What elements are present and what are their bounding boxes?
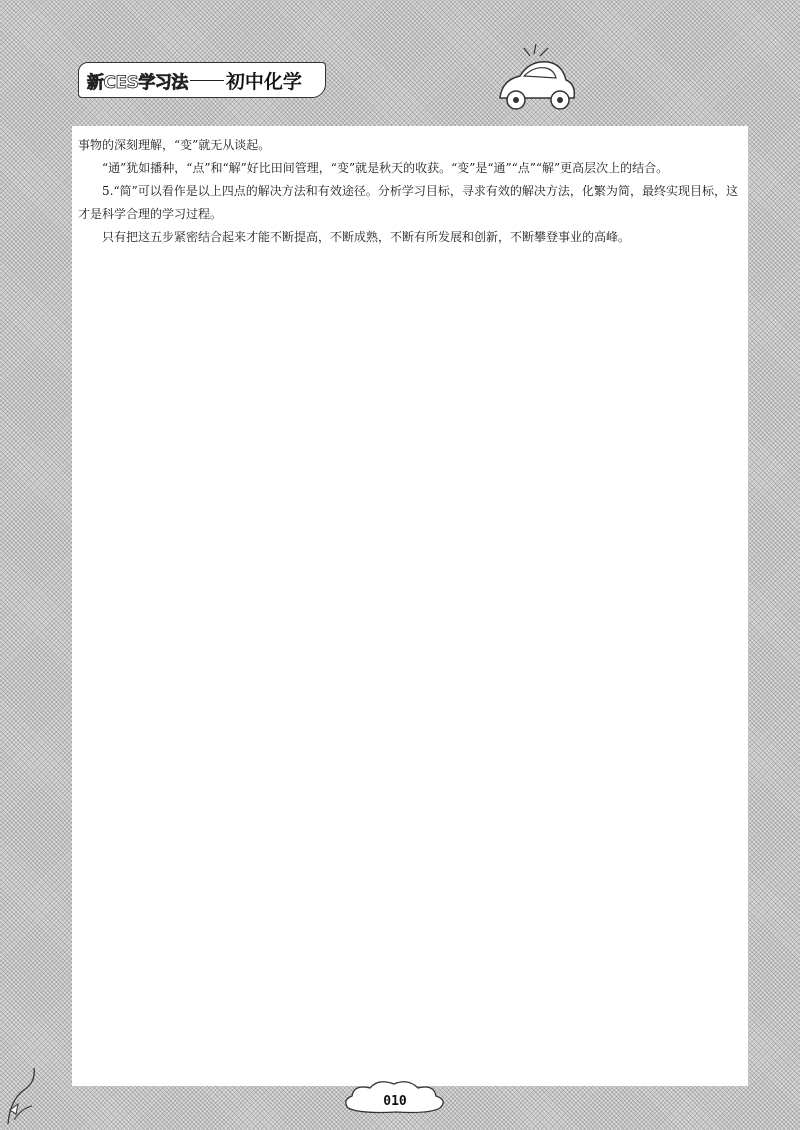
title-dash — [190, 80, 224, 81]
paragraph-1: 事物的深刻理解，“变”就无从谈起。 — [78, 138, 271, 152]
corner-flourish-icon — [4, 1060, 44, 1126]
page-number: 010 — [383, 1094, 407, 1109]
paragraph-3: 5.“简”可以看作是以上四点的解决方法和有效途径。分析学习目标，寻求有效的解决方法，化繁为简，最终实现目标，这才是科学合理的学习过程。 — [78, 184, 738, 221]
paragraph-2: “通”犹如播种，“点”和“解”好比田间管理，“变”就是秋天的收获。“变”是“通”“点”“解”更高层次上的结合。 — [102, 161, 669, 175]
subject-title: 初中化学 — [225, 70, 302, 93]
page-sheet — [72, 126, 748, 1086]
body-text — [78, 134, 738, 249]
car-illustration-icon — [490, 40, 580, 120]
paragraph-4: 只有把这五步紧密结合起来才能不断提高，不断成熟，不断有所发展和创新，不断攀登事业的高峰。 — [102, 230, 631, 244]
header-banner — [78, 62, 326, 98]
series-title: 新CES学习法 — [87, 72, 188, 93]
